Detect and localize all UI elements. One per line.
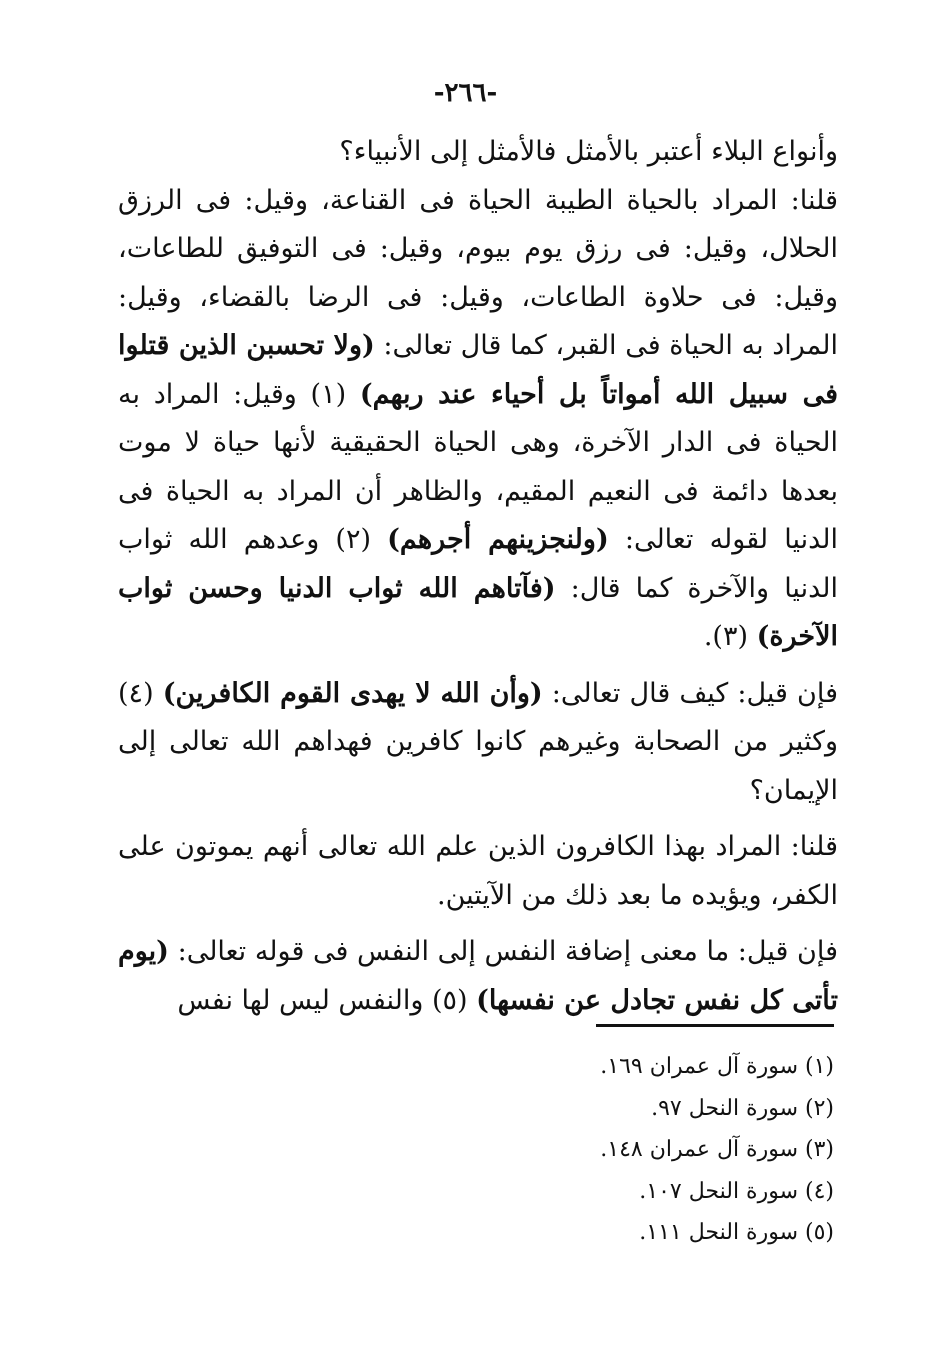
quran-quote: (ولا تحسبن الذين قتلوا فى سبيل الله أمواتاً بل أحياء عند ربهم) [118, 330, 838, 410]
paragraph-answer [118, 177, 838, 662]
quran-quote: (فآتاهم الله ثواب الدنيا وحسن ثواب الآخرة) [118, 572, 838, 652]
quran-quote: (وأن الله لا يهدى القوم الكافرين) [162, 677, 543, 709]
quran-quote: (يوم تأتى كل نفس تجادل عن نفسها) [118, 936, 838, 1016]
footnote: (٢) سورة النحل ٩٧. [651, 1095, 834, 1121]
paragraph-continuation [118, 128, 838, 177]
text-segment: (٤) وكثير من الصحابة وغيرهم كانوا كافرين فهداهم الله تعالى إلى الإيمان؟ [118, 677, 838, 806]
footnote: (٤) سورة النحل ١٠٧. [639, 1178, 834, 1204]
text-segment: (٣). [703, 621, 757, 652]
text-segment: (٢) وعدهم الله ثواب الدنيا والآخرة كما قال: [118, 524, 838, 604]
text-segment: قلنا: المراد بالحياة الطيبة الحياة فى القناعة، وقيل: فى الرزق الحلال، وقيل: فى رزق يوم بيوم، وقيل: فى التوفيق للطاعات، وقيل: فى حلاوة الطاعات، وقيل: فى الرضا بالقضاء، وقيل: المراد به الحياة فى القبر، كما قال تعالى: [118, 184, 838, 361]
paragraph-question [118, 928, 838, 1025]
text-segment: قلنا: المراد بهذا الكافرون الذين علم الله تعالى أنهم يموتون على الكفر، ويؤيده ما بعد ذلك من الآيتين. [118, 831, 838, 911]
footnote: (٥) سورة النحل ١١١. [639, 1220, 834, 1245]
footnote: (١) سورة آل عمران ١٦٩. [600, 1054, 834, 1079]
footnote: (٣) سورة آل عمران ١٤٨. [600, 1137, 834, 1162]
text-segment: (٥) والنفس ليس لها نفس [177, 984, 477, 1016]
text-segment: (١) وقيل: المراد به الحياة فى الدار الآخرة، وهى الحياة الحقيقية لأنها حياة لا موت بعدها دائمة فى النعيم المقيم، والظاهر أن المراد به الحياة فى الدنيا لقوله تعالى: [118, 378, 839, 555]
paragraph-question [118, 670, 838, 816]
page-number: -٢٦٦- [433, 78, 498, 108]
text-segment: فإن قيل: ما معنى إضافة النفس إلى النفس فى قوله تعالى: [168, 936, 838, 967]
footnotes [434, 1046, 834, 1254]
text-segment: فإن قيل: كيف قال تعالى: [542, 677, 838, 709]
body-text [118, 128, 838, 1025]
footnote-separator [596, 1024, 834, 1027]
quran-quote: (ولنجزينهم أجرهم) [387, 524, 609, 555]
paragraph-answer [118, 823, 838, 920]
text-segment: وأنواع البلاء أعتبر بالأمثل فالأمثل إلى الأنبياء؟ [339, 136, 838, 167]
